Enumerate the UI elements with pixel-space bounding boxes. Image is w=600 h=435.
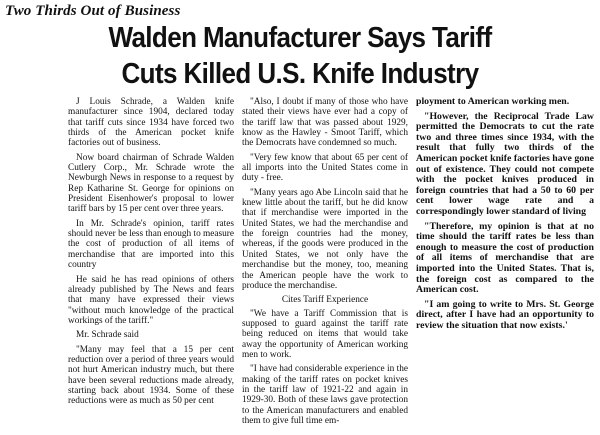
kicker-heading: Two Thirds Out of Business (5, 3, 181, 19)
paragraph: "Many years ago Abe Lincoln said that he knew little about the tariff, but he did know that if merchandise were imported in the United States, we had the merchandise and the foreign countries had the money, whereas, if the goods were produced in the United States, we not only have the merchandise but the money, too, meaning the American people have the work to produce the merchandise. (242, 187, 408, 291)
headline-line-1: Walden Manufacturer Says Tariff (108, 20, 492, 54)
article-column-1 (68, 97, 234, 433)
paragraph: He said he has read opinions of others already published by The News and fears that many have expressed their views "without much knowledge of the practical workings of the tariff." (68, 274, 234, 326)
article-body (68, 97, 596, 433)
paragraph: Now board chairman of Schrade Walden Cutlery Corp., Mr. Schrade wrote the Newburgh News in response to a request by Rep Katharine St. George for opinions on President Eisenhower's proposal to lower tariff bars by 15 per cent over three years. (68, 152, 234, 215)
paragraph: In Mr. Schrade's opinion, tariff rates should never be less than enough to measure the cost of production of all items of merchandise that are imported into this country (68, 218, 234, 271)
headline-line-2: Cuts Killed U.S. Knife Industry (121, 56, 479, 90)
paragraph: "Very few know that about 65 per cent of all imports into the United States come in duty - free. (242, 152, 408, 184)
subheading: Cites Tariff Experience (281, 295, 369, 306)
paragraph: ployment to American working men. (416, 97, 570, 107)
paragraph: "However, the Reciprocal Trade Law permitted the Democrats to cut the rate two and three times since 1934, with the result that fully two thirds of the American pocket knife factories have gone out of existence. They could not compete with the pocket knives produced in foreign countries that had a 50 to 60 per cent lower wage rate and a correspondingly lower standard of living (416, 110, 594, 217)
article-column-2 (242, 97, 408, 433)
article-column-3 (416, 97, 594, 433)
paragraph: "We have a Tariff Commission that is supposed to guard against the tariff rate being reduced on items that would take away the opportunity of American working men to work. (242, 308, 408, 360)
paragraph: "Also, I doubt if many of those who have stated their views have ever had a copy of the tariff law that was passed about 1929, know as the Hawley - Smoot Tariff, which the Democrats have condemned so much. (242, 97, 408, 149)
paragraph: Mr. Schrade said (76, 330, 139, 341)
paragraph: "Therefore, my opinion is that at no time should the tariff rates be less than enough to measure the cost of production of all items of merchandise that are imported into the United States. That is, the foreign cost as compared to the American cost. (416, 220, 594, 296)
paragraph: J Louis Schrade, a Walden knife manufacturer since 1904, declared today that tariff cuts since 1934 have forced two thirds of the American pocket knife factories out of business. (68, 97, 234, 149)
paragraph: "I have had considerable experience in the making of the tariff rates on pocket knives in the tariff law of 1921-22 and again in 1929-30. Both of these laws gave protection to the American manufacturers and enabled them to give full time em- (242, 364, 408, 426)
paragraph: "Many may feel that a 15 per cent reduction over a period of three years would not hurt American industry much, but there have been several reductions made already, starting back about 1934. Some of these reductions were as much as 50 per cent (68, 344, 234, 407)
paragraph: "I am going to write to Mrs. St. George direct, after I have had an opportunity to review the situation that now exists.' (416, 298, 594, 331)
